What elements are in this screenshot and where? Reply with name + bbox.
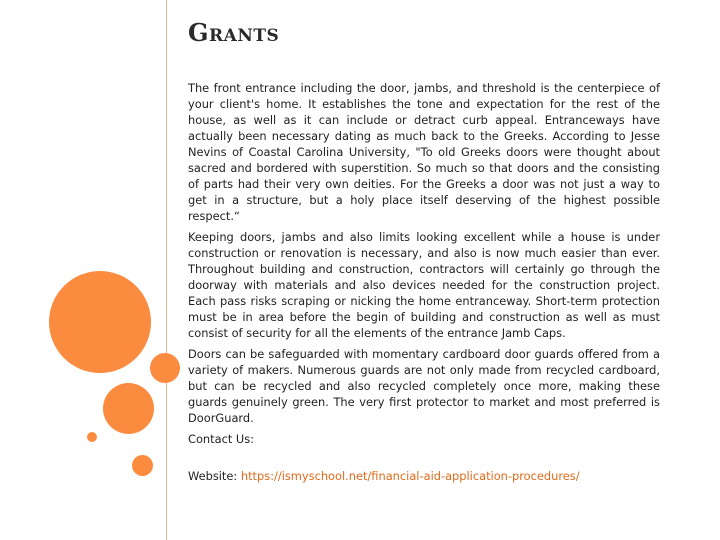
decorative-circle-tiny [87,432,97,442]
website-label: Website: [188,469,241,483]
website-line [188,468,660,484]
paragraph-2: Keeping doors, jambs and also limits looking excellent while a house is under construction or renovation is necessary, and also is now much easier than ever. Throughout building and construction, contractors will certainly go through the doorway with materials and also devices needed for the construction project. Each pass risks scraping or nicking the home entranceway. Short-term protection must be in area before the begin of building and construction as well as must consist of security for all the elements of the entrance Jamb Caps. [188,230,660,340]
decorative-circle-small-bottom [132,455,153,476]
side-divider-line [166,0,167,540]
website-link[interactable]: https://ismyschool.net/financial-aid-application-procedures/ [240,469,580,483]
slide-title: Grants [188,18,280,47]
paragraph-1: The front entrance including the door, jambs, and threshold is the centerpiece of your client's home. It establishes the tone and expectation for the rest of the house, as well as it can include or detract curb appeal. Entranceways have actually been necessary dating as much back to the Greeks. According to Jesse Nevins of Coastal Carolina University, "To old Greeks doors were thought about sacred and bordered with superstition. So much so that doors and the consisting of parts had their very own deities. For the Greeks a door was not just a way to get in a structure, but a holy place itself deserving of the highest possible respect.“ [188,81,660,223]
decorative-circle-medium [103,383,154,434]
decorative-circle-small [150,353,180,383]
paragraph-3: Doors can be safeguarded with momentary cardboard door guards offered from a variety of makers. Numerous guards are not only made from recycled cardboard, but can be recycled and also recycled completely once more, making these guards genuinely green. The very first protector to market and most preferred is DoorGuard. [188,347,660,425]
contact-label: Contact Us: [188,432,255,446]
slide-body [188,80,660,489]
decorative-circle-large [49,271,151,373]
